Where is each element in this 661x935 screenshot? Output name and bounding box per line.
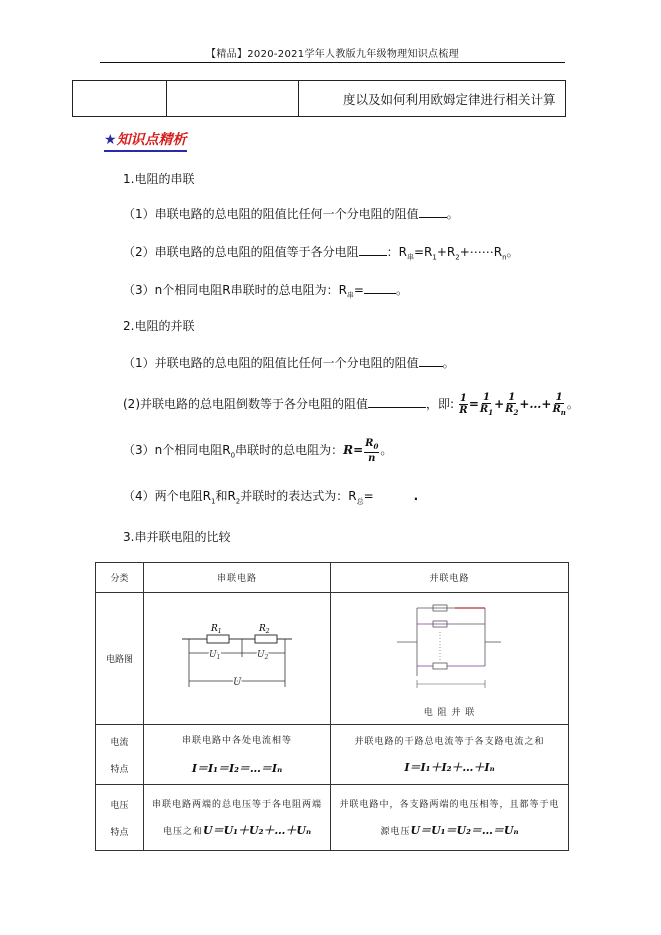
text: .: [413, 489, 419, 503]
parallel-caption: 电 阻 并 联: [423, 707, 476, 718]
fraction: [505, 392, 518, 418]
label-line: 电流: [110, 737, 129, 748]
numerator: 1: [459, 393, 467, 404]
text: 。: [506, 245, 519, 259]
fill-blank: [419, 206, 447, 218]
label-u1: $U_1$: [209, 650, 221, 661]
numerator: 1: [555, 391, 563, 403]
denominator: $R_1$: [479, 403, 494, 417]
label-r2: $R_2$: [259, 624, 270, 635]
text: （3）n个相同电阻R串联时的总电阻为：R: [123, 283, 347, 297]
label-line: 特点: [110, 764, 129, 775]
cell-text: 并联电路的干路总电流等于各支路电流之和: [354, 737, 545, 747]
cell-formula: I＝I₁＝I₂＝…＝Iₙ: [191, 762, 283, 775]
section-title-text: 知识点精析: [116, 132, 187, 148]
row-label: [96, 725, 144, 785]
subscript: 2: [455, 253, 460, 262]
header-rule: [100, 62, 565, 63]
text: 。: [380, 443, 393, 457]
parallel-item-1: [123, 355, 455, 371]
cell-text: 源电压U＝U₁＝U₂＝…＝Uₙ: [380, 824, 519, 837]
series-item-1: [123, 206, 459, 222]
text: （2）串联电路的总电阻的阻值等于各分电阻: [123, 245, 359, 259]
parallel-item-3: [123, 436, 392, 469]
fraction: [552, 392, 565, 418]
resistor-rn: [433, 663, 447, 669]
label-r1: $R_1$: [211, 624, 222, 635]
cell-text: 串联电路两端的总电压等于各电阻两端: [151, 800, 322, 810]
text: （4）两个电阻R: [123, 489, 211, 503]
subscript: 1: [432, 253, 437, 262]
cell-text: 并联电路中，各支路两端的电压相等，且都等于电: [339, 800, 560, 810]
continuation-table: [72, 80, 566, 117]
fraction: [459, 393, 468, 416]
table-header-cell: 并联电路: [331, 563, 569, 593]
plus-ellipsis: +…+: [519, 397, 552, 411]
text: =: [363, 489, 374, 503]
parallel-item-2: [123, 390, 579, 418]
denominator: R: [459, 405, 468, 416]
parallel-circuit-cell: [331, 593, 569, 725]
text: 并联时的表达式为：R: [240, 489, 357, 503]
cell-formula: I＝I₁＋I₂＋…＋Iₙ: [404, 761, 495, 774]
table-cell: [73, 81, 167, 117]
fill-blank: [368, 396, 426, 408]
parallel-circuit-diagram: [395, 600, 505, 700]
subscript: n: [502, 253, 507, 262]
subscript: 1: [210, 497, 216, 506]
subscript: 2: [235, 497, 241, 506]
parallel-voltage-cell: [331, 785, 569, 851]
text: （1）并联电路的总电阻的阻值比任何一个分电阻的阻值: [123, 356, 419, 370]
series-heading: 1.电阻的串联: [123, 172, 195, 186]
subscript: 串: [346, 291, 354, 300]
text: 。: [442, 356, 455, 370]
subscript: 0: [230, 451, 236, 460]
label-u: U: [233, 677, 242, 688]
fill-blank: [359, 244, 387, 256]
text: =: [353, 283, 364, 297]
equals: =: [353, 443, 364, 457]
denominator: $R_2$: [505, 403, 519, 417]
subscript: 总: [356, 497, 364, 506]
numerator: $R_0$: [365, 437, 379, 451]
comparison-table: [95, 562, 569, 851]
cell-text: 电压之和U＝U₁＋U₂＋…＋Uₙ: [162, 824, 312, 837]
text: 串联时的总电阻为：: [235, 443, 344, 457]
compare-heading: 3.串并联电阻的比较: [123, 530, 231, 544]
table-header-cell: 分类: [96, 563, 144, 593]
section-title: [104, 129, 187, 152]
text: 。: [395, 283, 408, 297]
cell-text: 串联电路中各处电流相等: [181, 736, 292, 746]
fill-blank: [419, 355, 443, 367]
text: ，即:: [426, 397, 455, 411]
text: 和R: [215, 489, 236, 503]
text: =R: [413, 245, 433, 259]
series-voltage-cell: [144, 785, 331, 851]
fill-blank: [364, 282, 396, 294]
resistor-r2: [255, 635, 277, 643]
parallel-heading: 2.电阻的并联: [123, 319, 195, 333]
page-header: 【精品】2020-2021学年人教版九年级物理知识点梳理: [206, 49, 459, 60]
text: +⋯⋯R: [459, 245, 503, 259]
fraction: [480, 392, 493, 418]
star-icon: ★: [104, 132, 117, 148]
text: （3）n个相同电阻R: [123, 443, 231, 457]
text: (2)并联电路的总电阻倒数等于各分电阻的阻值: [123, 397, 368, 411]
series-current-cell: [144, 725, 331, 785]
math-symbol: R: [343, 443, 354, 457]
table-cell-text: 度以及如何利用欧姆定律进行相关计算: [299, 81, 566, 117]
text: +R: [436, 245, 456, 259]
series-circuit-diagram: [177, 617, 297, 697]
numerator: 1: [508, 391, 516, 403]
text: 。: [566, 397, 579, 411]
numerator: 1: [483, 391, 490, 403]
label-line: 特点: [110, 827, 129, 838]
table-cell: [167, 81, 299, 117]
row-label: [96, 785, 144, 851]
text: （1）串联电路的总电阻的阻值比任何一个分电阻的阻值: [123, 207, 419, 221]
parallel-item-4: [123, 488, 418, 509]
equals: =: [468, 397, 479, 411]
text: ：R: [386, 245, 407, 259]
resistor-r1: [207, 635, 229, 643]
fraction: [364, 438, 379, 464]
subscript: 串: [406, 253, 414, 262]
plus: +: [494, 397, 505, 411]
denominator: $R_n$: [552, 403, 566, 417]
text: 。: [446, 207, 459, 221]
series-item-3: [123, 282, 408, 303]
denominator: n: [368, 452, 376, 464]
series-circuit-cell: [144, 593, 331, 725]
row-label: 电路图: [96, 593, 144, 725]
table-header-cell: 串联电路: [144, 563, 331, 593]
parallel-current-cell: [331, 725, 569, 785]
series-item-2: [123, 244, 519, 265]
label-line: 电压: [110, 800, 129, 811]
label-u2: $U_2$: [257, 650, 269, 661]
